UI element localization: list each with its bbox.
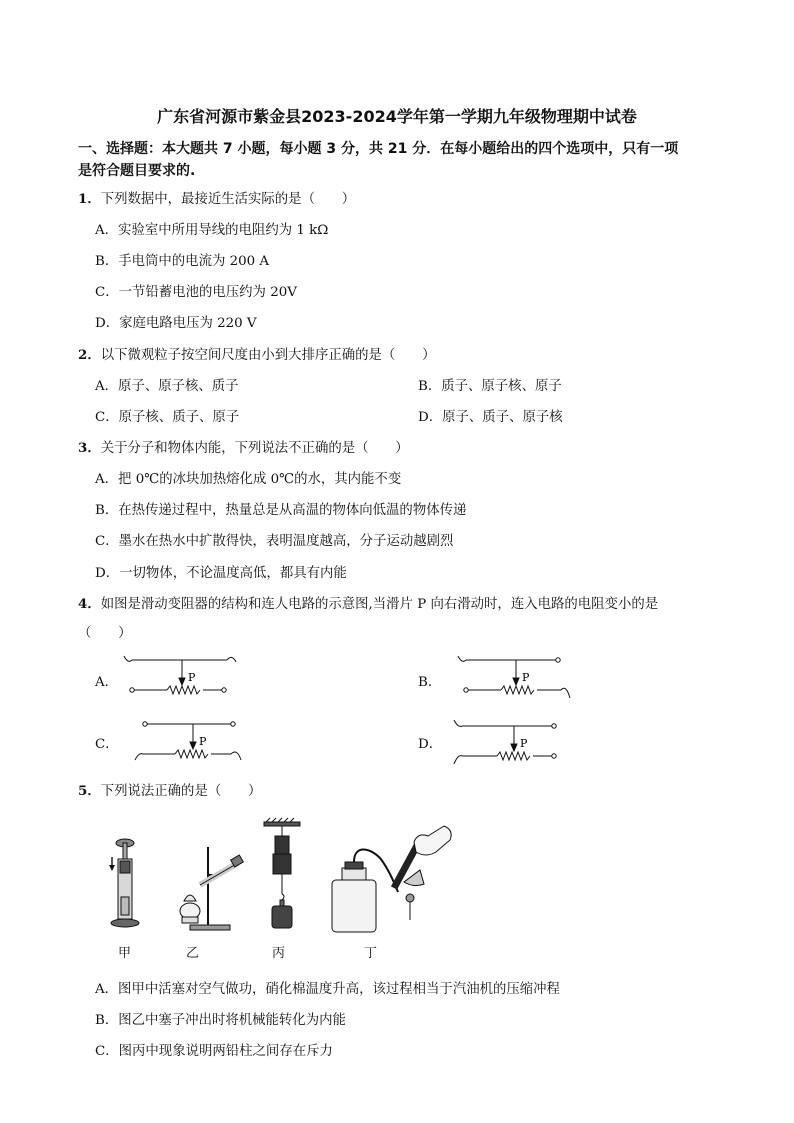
figure-label-jia: 甲 — [118, 946, 132, 961]
slider-label: P — [520, 737, 528, 750]
question-stem: 如图是滑动变阻器的结构和连人电路的示意图,当滑片 P 向右滑动时，连入电路的电阻变小的是 — [100, 597, 659, 612]
question-stem: 关于分子和物体内能，下列说法不正确的是（ ） — [100, 441, 409, 456]
q4-option-b-label: B． — [418, 675, 442, 690]
q3-option-b: B．在热传递过程中，热量总是从高温的物体向低温的物体传递 — [95, 503, 467, 518]
figure-label-ding: 丁 — [364, 946, 378, 961]
figure-label-bing: 丙 — [272, 946, 286, 961]
rheostat-diagram-c — [135, 716, 255, 766]
figure-yi-test-tube-heating — [170, 845, 250, 935]
q3-option-a: A．把 0℃的冰块加热熔化成 0℃的水，其内能不变 — [95, 472, 402, 487]
question-number: 1． — [78, 191, 101, 207]
figure-label-yi: 乙 — [186, 946, 200, 961]
question-stem: 以下微观粒子按空间尺度由小到大排序正确的是（ ） — [100, 348, 436, 363]
q3-option-c: C．墨水在热水中扩散得快，表明温度越高，分子运动越剧烈 — [95, 534, 454, 549]
rheostat-diagram-b — [456, 652, 576, 702]
figure-bing-lead-cylinders — [262, 820, 302, 938]
section-heading-line2: 是符合题目要求的. — [78, 163, 196, 179]
q3-option-d: D．一切物体，不论温度高低，都具有内能 — [95, 566, 347, 581]
question-stem: 下列数据中，最接近生活实际的是（ ） — [100, 192, 356, 207]
q5-option-a: A．图甲中活塞对空气做功，硝化棉温度升高，该过程相当于汽油机的压缩冲程 — [95, 982, 560, 997]
q2-option-c: C．原子核、质子、原子 — [95, 410, 240, 425]
question-number: 5． — [78, 783, 101, 799]
q4-option-a-label: A． — [95, 675, 119, 690]
q5-option-c: C．图丙中现象说明两铅柱之间存在斥力 — [95, 1044, 333, 1059]
q1-option-b: B．手电筒中的电流为 200 A — [95, 254, 270, 269]
question-number: 4． — [78, 596, 101, 612]
q5-option-b: B．图乙中塞子冲出时将机械能转化为内能 — [95, 1013, 346, 1028]
q1-option-d: D．家庭电路电压为 220 V — [95, 316, 257, 331]
q4-option-c-label: C． — [95, 737, 119, 752]
slider-label: P — [522, 671, 530, 684]
question-5 — [78, 780, 261, 799]
rheostat-diagram-d — [452, 716, 572, 766]
question-4-bracket: （ ） — [78, 626, 132, 641]
figure-jia-compression-cylinder — [108, 835, 142, 935]
q4-option-d-label: D． — [418, 737, 443, 752]
q2-option-d: D．原子、质子、原子核 — [418, 410, 563, 425]
q1-option-c: C．一节铅蓄电池的电压约为 20V — [95, 285, 297, 300]
q2-option-a: A．原子、原子核、质子 — [95, 379, 239, 394]
question-2 — [78, 344, 435, 363]
slider-label: P — [199, 735, 207, 748]
question-number: 3． — [78, 440, 101, 456]
question-3 — [78, 437, 409, 456]
question-number: 2． — [78, 347, 101, 363]
question-1 — [78, 188, 355, 207]
slider-label: P — [188, 671, 196, 684]
page-title: 广东省河源市紫金县2023-2024学年第一学期九年级物理期中试卷 — [157, 107, 637, 126]
question-stem: 下列说法正确的是（ ） — [100, 784, 262, 799]
question-4 — [78, 593, 658, 612]
figure-ding-bottle-pump — [328, 822, 468, 938]
q1-option-a: A．实验室中所用导线的电阻约为 1 kΩ — [95, 223, 329, 238]
section-heading-line1: 一、选择题：本大题共 7 小题，每小题 3 分，共 21 分．在每小题给出的四个选项中，只有一项 — [78, 141, 679, 157]
rheostat-diagram-a — [122, 652, 242, 702]
q2-option-b: B．质子、原子核、原子 — [418, 379, 562, 394]
